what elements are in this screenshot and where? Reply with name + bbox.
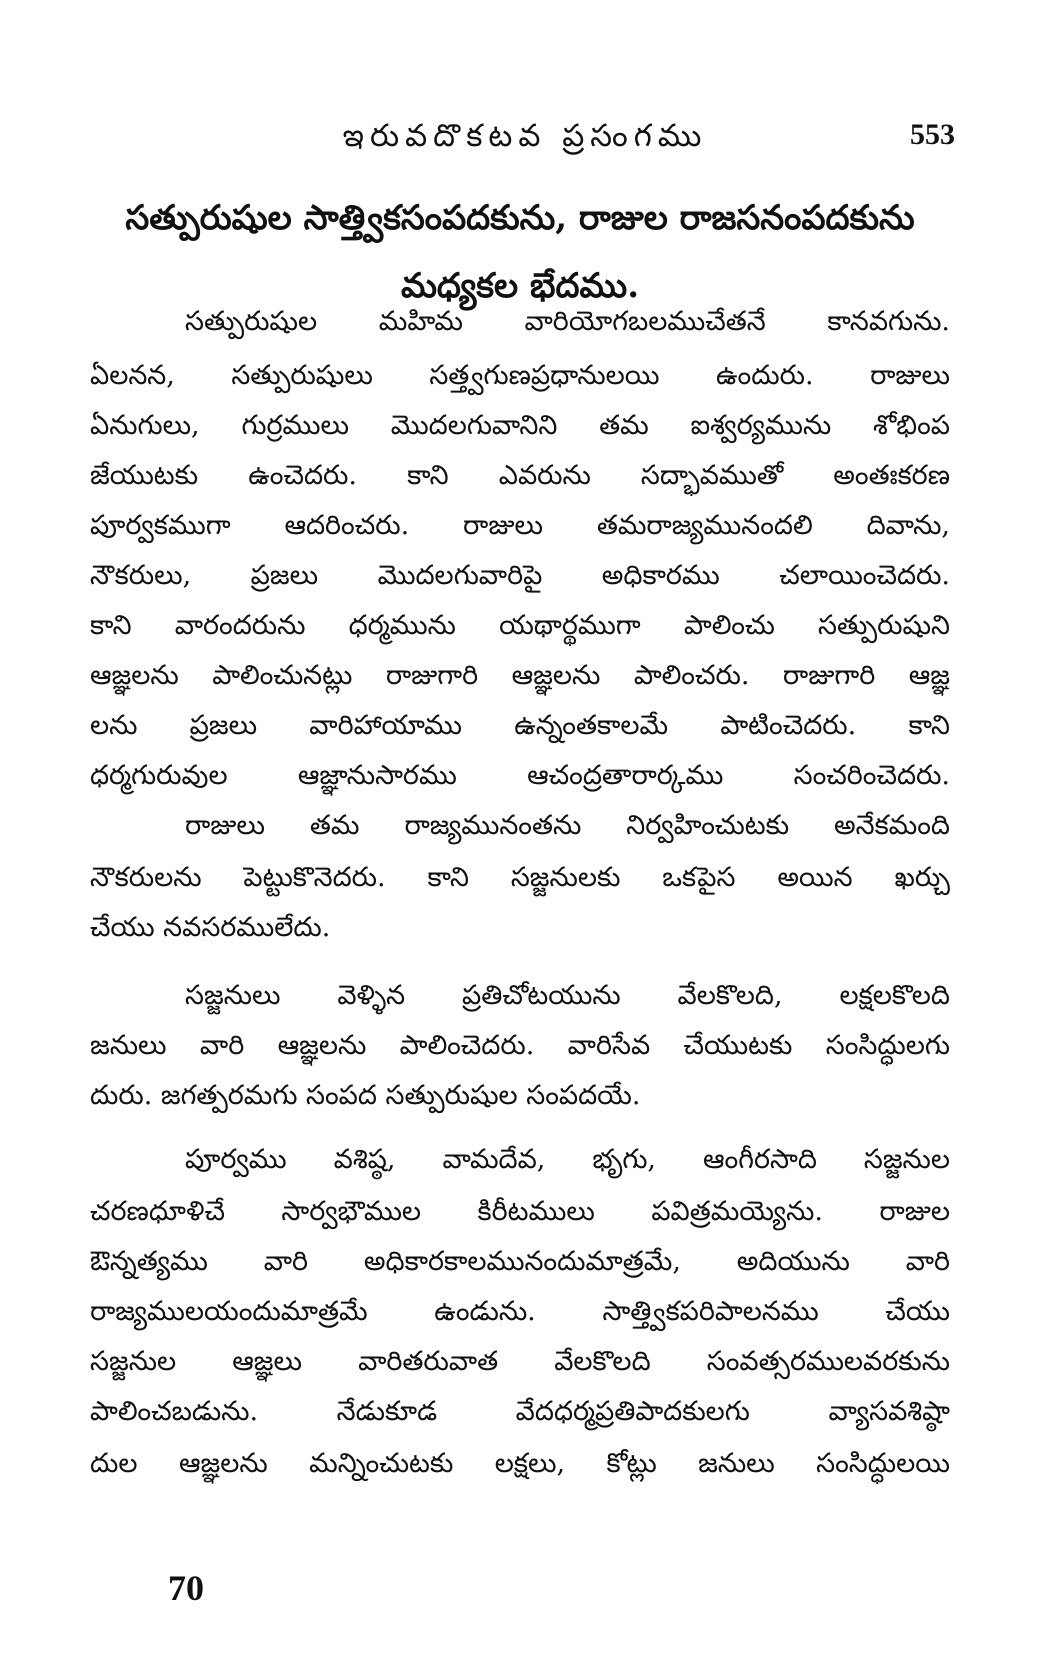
chapter-heading-line-2: మధ్యకల భేదము. bbox=[400, 266, 640, 306]
text-line: ఏనుగులు, గుర్రములు మొదలగువానిని తమ ఐశ్వర్యమును శోభింప bbox=[90, 410, 950, 441]
folio-signature-mark: 70 bbox=[168, 1568, 204, 1608]
text-line: సత్పురుషుల మహిమ వారియోగబలముచేతనే కానవగును. bbox=[185, 306, 950, 337]
running-head bbox=[95, 118, 955, 158]
text-line: కాని వారందరును ధర్మమును యథార్థముగా పాలించు సత్పురుషుని bbox=[90, 610, 950, 641]
text-line: ధర్మగురువుల ఆజ్ఞానుసారము ఆచంద్రతారార్కము సంచరించెదరు. bbox=[90, 760, 950, 791]
text-line: నౌకరులను పెట్టుకొనెదరు. కాని సజ్జనులకు ఒకపైస అయిన ఖర్చు bbox=[90, 862, 950, 893]
text-line: సజ్జనులు వెళ్ళిన ప్రతిచోటయును వేలకొలది, లక్షలకొలది bbox=[185, 980, 950, 1011]
text-line: దుల ఆజ్ఞలను మన్నించుటకు లక్షలు, కోట్లు జనులు సంసిద్ధులయి bbox=[90, 1448, 950, 1479]
page-number: 553 bbox=[910, 118, 955, 151]
text-line: చరణధూళిచే సార్వభౌముల కిరీటములు పవిత్రమయ్యెను. రాజుల bbox=[90, 1196, 950, 1227]
text-line: ఏలనన, సత్పురుషులు సత్త్వగుణప్రధానులయి ఉందురు. రాజులు bbox=[90, 360, 950, 391]
text-line: జనులు వారి ఆజ్ఞలను పాలించెదరు. వారిసేవ చేయుటకు సంసిద్ధులగు bbox=[90, 1030, 950, 1061]
text-line: పూర్వము వశిష్ఠ, వామదేవ, భృగు, ఆంగీరసాది సజ్జనుల bbox=[185, 1144, 950, 1175]
text-line: ఔన్నత్యము వారి అధికారకాలమునందుమాత్రమే, అదియును వారి bbox=[90, 1246, 950, 1277]
running-title: ఇరువదొకటవ ప్రసంగము bbox=[342, 118, 708, 154]
text-line: రాజులు తమ రాజ్యమునంతను నిర్వహించుటకు అనేకమంది bbox=[185, 810, 950, 841]
text-line: సజ్జనుల ఆజ్ఞలు వారితరువాత వేలకొలది సంవత్సరములవరకును bbox=[90, 1346, 950, 1377]
text-line: పాలించబడును. నేడుకూడ వేదధర్మప్రతిపాదకులగు వ్యాసవశిష్ఠా bbox=[90, 1396, 950, 1427]
text-line: పూర్వకముగా ఆదరించరు. రాజులు తమరాజ్యమునందలి దివాను, bbox=[90, 510, 950, 541]
text-line: రాజ్యములయందుమాత్రమే ఉండును. సాత్త్వికపరిపాలనము చేయు bbox=[90, 1296, 950, 1327]
text-line: దురు. జగత్పరమగు సంపద సత్పురుషుల సంపదయే. bbox=[90, 1080, 641, 1111]
text-line: చేయు నవసరములేదు. bbox=[90, 912, 331, 943]
text-line: లను ప్రజలు వారిహాయాము ఉన్నంతకాలమే పాటించెదరు. కాని bbox=[90, 710, 950, 741]
text-line: నౌకరులు, ప్రజలు మొదలగువారిపై అధికారము చలాయించెదరు. bbox=[90, 560, 950, 591]
text-line: జేయుటకు ఉంచెదరు. కాని ఎవరును సద్భావముతో అంతఃకరణ bbox=[90, 460, 950, 491]
chapter-heading-line-1: సత్పురుషుల సాత్త్వికసంపదకును, రాజుల రాజసనంపదకును bbox=[125, 198, 915, 238]
text-line: ఆజ్ఞలను పాలించునట్లు రాజుగారి ఆజ్ఞలను పాలించరు. రాజుగారి ఆజ్ఞ bbox=[90, 660, 950, 691]
